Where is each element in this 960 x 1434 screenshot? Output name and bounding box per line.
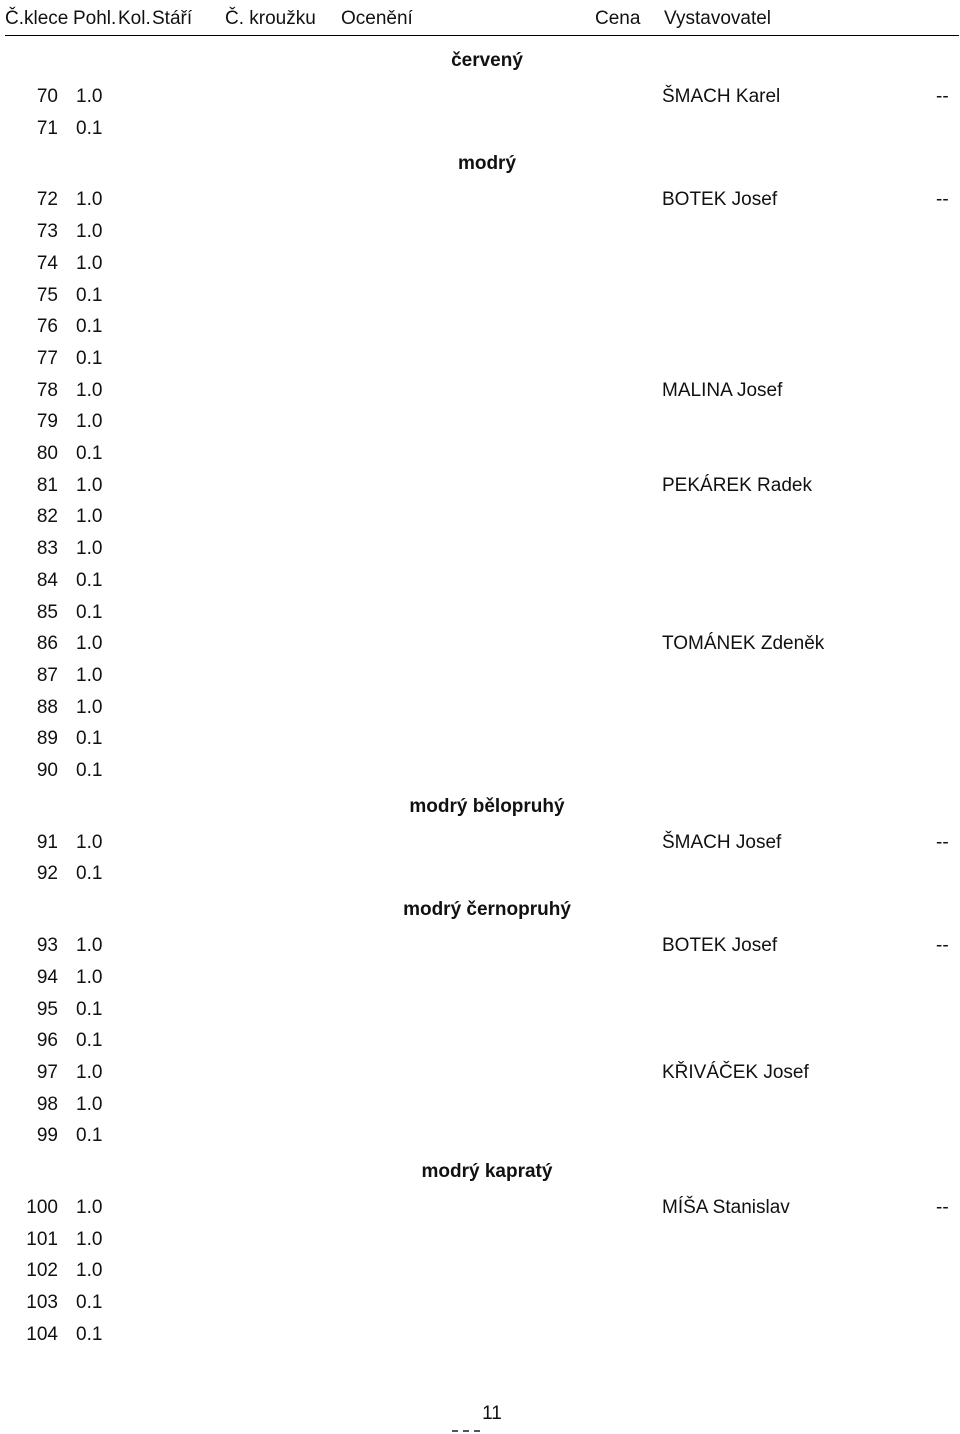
sex-code: 0.1	[76, 1292, 103, 1314]
sex-code: 0.1	[76, 1125, 103, 1147]
cage-number: 77	[36, 347, 58, 369]
cage-number: 74	[36, 252, 58, 274]
table-row	[0, 1062, 960, 1088]
sex-code: 1.0	[76, 379, 103, 401]
cage-number: 90	[36, 760, 58, 781]
table-row	[0, 832, 960, 858]
page-footer-mark	[452, 1430, 480, 1432]
sex-code: 0.1	[76, 284, 103, 306]
group-heading: modrý bělopruhý	[409, 795, 565, 817]
sex-code: 1.0	[76, 1093, 103, 1115]
sex-code: 0.1	[76, 316, 103, 338]
table-row	[0, 506, 960, 532]
table-row	[0, 1292, 960, 1318]
cage-number: 82	[36, 506, 58, 528]
table-row	[0, 1094, 960, 1120]
cage-number: 72	[36, 189, 58, 211]
table-row	[0, 633, 960, 659]
cage-number: 75	[36, 284, 58, 306]
sex-code: 1.0	[76, 696, 103, 718]
exhibitor-name: PEKÁREK Radek	[662, 474, 812, 496]
table-row	[0, 285, 960, 311]
cage-number: 88	[36, 696, 58, 718]
table-row	[0, 86, 960, 112]
cage-number: 84	[36, 569, 58, 591]
header-collection: Kol.	[118, 8, 151, 29]
sex-code: 0.1	[76, 863, 103, 885]
cage-number: 70	[36, 86, 58, 107]
table-row	[0, 697, 960, 723]
table-row	[0, 538, 960, 564]
table-row	[0, 1324, 960, 1350]
table-row	[0, 967, 960, 993]
table-row	[0, 221, 960, 247]
sex-code: 1.0	[76, 1228, 103, 1250]
sex-code: 1.0	[76, 474, 103, 496]
sex-code: 1.0	[76, 252, 103, 274]
cage-number: 103	[26, 1292, 58, 1314]
sex-code: 0.1	[76, 117, 103, 139]
rating-mark: --	[936, 831, 949, 853]
sex-code: 1.0	[76, 411, 103, 433]
cage-number: 83	[36, 538, 58, 560]
rating-mark: --	[936, 935, 949, 957]
sex-code: 1.0	[76, 664, 103, 686]
cage-number: 94	[36, 966, 58, 988]
exhibitor-name: MALINA Josef	[662, 379, 783, 401]
table-row	[0, 118, 960, 144]
table-row	[0, 316, 960, 342]
sex-code: 0.1	[76, 1323, 103, 1345]
cage-number: 86	[36, 633, 58, 655]
header-cage-number: Č.klece	[5, 8, 69, 29]
header-ring-number: Č. kroužku	[225, 8, 316, 29]
cage-number: 87	[36, 664, 58, 686]
sex-code: 1.0	[76, 633, 103, 655]
table-row	[0, 760, 960, 786]
cage-number: 104	[26, 1323, 58, 1345]
sex-code: 1.0	[76, 831, 103, 853]
exhibitor-name: BOTEK Josef	[662, 189, 778, 211]
sex-code: 1.0	[76, 935, 103, 957]
exhibitor-name: BOTEK Josef	[662, 935, 778, 957]
sex-code: 0.1	[76, 347, 103, 369]
table-row	[0, 570, 960, 596]
header-age: Stáří	[152, 8, 193, 29]
rating-mark: --	[936, 189, 949, 211]
cage-number: 96	[36, 1030, 58, 1052]
cage-number: 102	[26, 1260, 58, 1282]
cage-number: 80	[36, 443, 58, 464]
cage-number: 99	[36, 1125, 58, 1147]
sex-code: 0.1	[76, 1030, 103, 1052]
sex-code: 0.1	[76, 601, 103, 623]
table-row	[0, 348, 960, 374]
header-rating: Ocenění	[341, 8, 413, 29]
exhibitor-name: TOMÁNEK Zdeněk	[662, 633, 825, 655]
cage-number: 78	[36, 379, 58, 401]
cage-number: 97	[36, 1061, 58, 1083]
table-row	[0, 1260, 960, 1286]
cage-number: 81	[36, 474, 58, 496]
cage-number: 92	[36, 863, 58, 885]
sex-code: 1.0	[76, 86, 103, 107]
sex-code: 0.1	[76, 760, 103, 781]
cage-number: 91	[36, 831, 58, 853]
cage-number: 76	[36, 316, 58, 338]
exhibitor-name: ŠMACH Karel	[662, 86, 781, 107]
cage-number: 100	[26, 1197, 58, 1218]
exhibitor-name: KŘIVÁČEK Josef	[662, 1061, 809, 1083]
table-row	[0, 1030, 960, 1056]
group-heading: modrý	[457, 153, 517, 175]
cage-number: 71	[36, 117, 58, 139]
sex-code: 0.1	[76, 569, 103, 591]
table-row	[0, 602, 960, 628]
cage-number: 79	[36, 411, 58, 433]
group-heading: modrý kapratý	[421, 1161, 553, 1182]
header-price: Cena	[595, 8, 641, 29]
table-row	[0, 1197, 960, 1223]
cage-number: 93	[36, 935, 58, 957]
cage-number: 98	[36, 1093, 58, 1115]
cage-number: 95	[36, 998, 58, 1020]
table-row	[0, 1125, 960, 1151]
sex-code: 1.0	[76, 506, 103, 528]
sex-code: 1.0	[76, 1061, 103, 1083]
sex-code: 0.1	[76, 998, 103, 1020]
sex-code: 1.0	[76, 189, 103, 211]
table-row	[0, 1229, 960, 1255]
table-row	[0, 189, 960, 215]
page-number: 11	[482, 1403, 502, 1424]
rating-mark: --	[936, 1197, 949, 1218]
sex-code: 1.0	[76, 966, 103, 988]
cage-number: 101	[26, 1228, 58, 1250]
header-sex: Pohl.	[73, 8, 117, 29]
cage-number: 89	[36, 728, 58, 750]
cage-number: 73	[36, 221, 58, 243]
sex-code: 1.0	[76, 538, 103, 560]
group-heading: modrý černopruhý	[403, 899, 571, 921]
table-row	[0, 665, 960, 691]
table-row	[0, 253, 960, 279]
table-row	[0, 935, 960, 961]
sex-code: 1.0	[76, 221, 103, 243]
table-row	[0, 380, 960, 406]
rating-mark: --	[936, 86, 949, 107]
sex-code: 0.1	[76, 728, 103, 750]
table-row	[0, 475, 960, 501]
exhibitor-name: ŠMACH Josef	[662, 831, 782, 853]
exhibitor-name: MÍŠA Stanislav	[662, 1197, 790, 1218]
sex-code: 1.0	[76, 1197, 103, 1218]
table-row	[0, 863, 960, 889]
sex-code: 1.0	[76, 1260, 103, 1282]
table-row	[0, 728, 960, 754]
group-heading: červený	[451, 50, 523, 71]
cage-number: 85	[36, 601, 58, 623]
table-row	[0, 411, 960, 437]
table-row	[0, 443, 960, 469]
sex-code: 0.1	[76, 443, 103, 464]
header-exhibitor: Vystavovatel	[664, 8, 772, 29]
table-row	[0, 999, 960, 1025]
